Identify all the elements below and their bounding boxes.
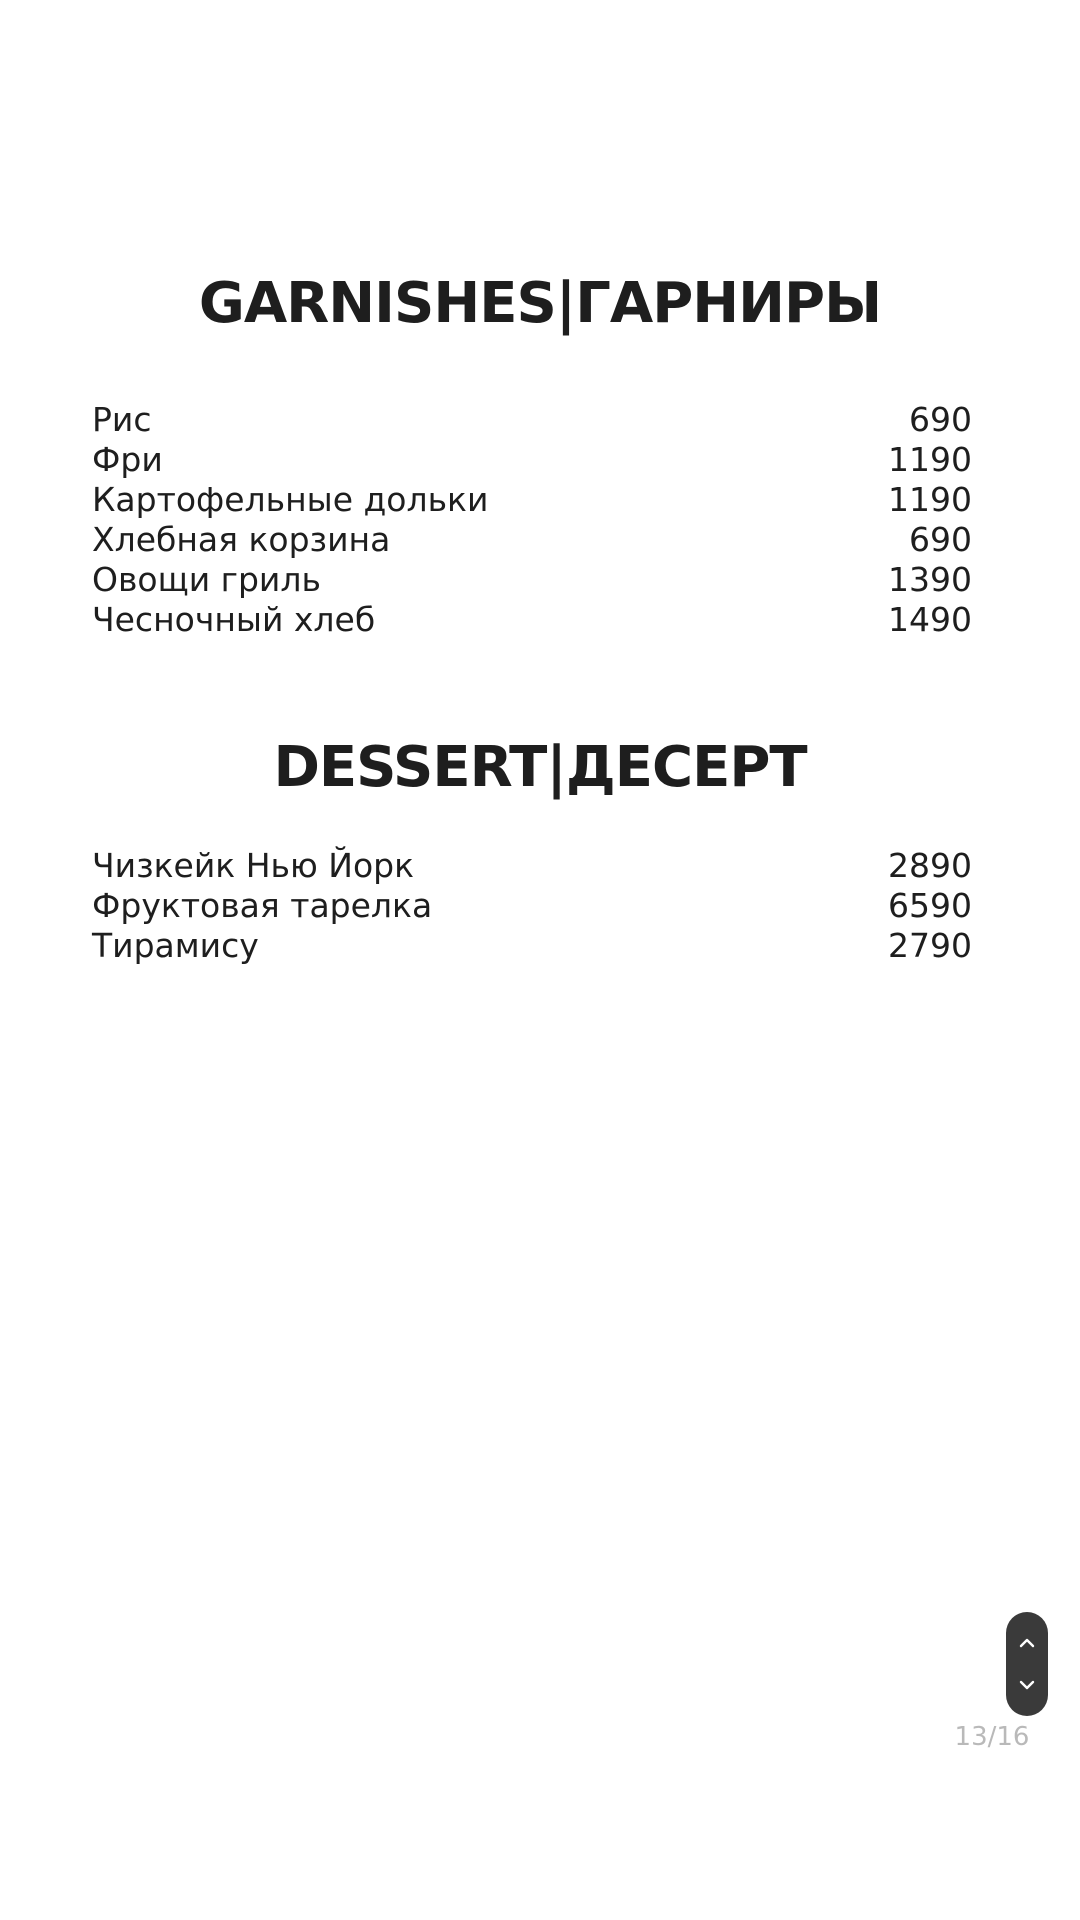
dish-name: Фруктовая тарелка <box>92 886 433 925</box>
list-item <box>92 600 972 640</box>
list-item <box>92 926 972 966</box>
section-title-garnishes: GARNISHES|ГАРНИРЫ <box>198 271 882 336</box>
chevron-down-icon <box>1018 1679 1036 1691</box>
chevron-up-icon <box>1018 1637 1036 1649</box>
list-item <box>92 520 972 560</box>
list-item <box>92 886 972 926</box>
dish-name: Чизкейк Нью Йорк <box>92 846 415 885</box>
dish-name: Тирамису <box>92 926 259 965</box>
scroll-down-button[interactable] <box>1006 1667 1048 1703</box>
dish-price: 2890 <box>888 846 972 885</box>
dish-price: 690 <box>909 520 972 559</box>
dessert-list <box>92 846 972 966</box>
dish-name: Рис <box>92 400 152 439</box>
scroll-up-button[interactable] <box>1006 1625 1048 1661</box>
list-item <box>92 846 972 886</box>
page-scroll-control <box>1006 1612 1048 1716</box>
list-item <box>92 560 972 600</box>
list-item <box>92 440 972 480</box>
dish-name: Фри <box>92 440 163 479</box>
dish-price: 1390 <box>888 560 972 599</box>
dish-name: Хлебная корзина <box>92 520 391 559</box>
list-item <box>92 400 972 440</box>
dish-price: 1490 <box>888 600 972 639</box>
dish-price: 2790 <box>888 926 972 965</box>
dish-price: 1190 <box>888 480 972 519</box>
page-indicator: 13/16 <box>954 1722 1030 1752</box>
dish-name: Картофельные дольки <box>92 480 489 519</box>
garnishes-list <box>92 400 972 640</box>
section-title-dessert: DESSERT|ДЕСЕРТ <box>273 735 807 800</box>
dish-name: Чесночный хлеб <box>92 600 376 639</box>
dish-name: Овощи гриль <box>92 560 321 599</box>
dish-price: 690 <box>909 400 972 439</box>
dish-price: 6590 <box>888 886 972 925</box>
list-item <box>92 480 972 520</box>
dish-price: 1190 <box>888 440 972 479</box>
